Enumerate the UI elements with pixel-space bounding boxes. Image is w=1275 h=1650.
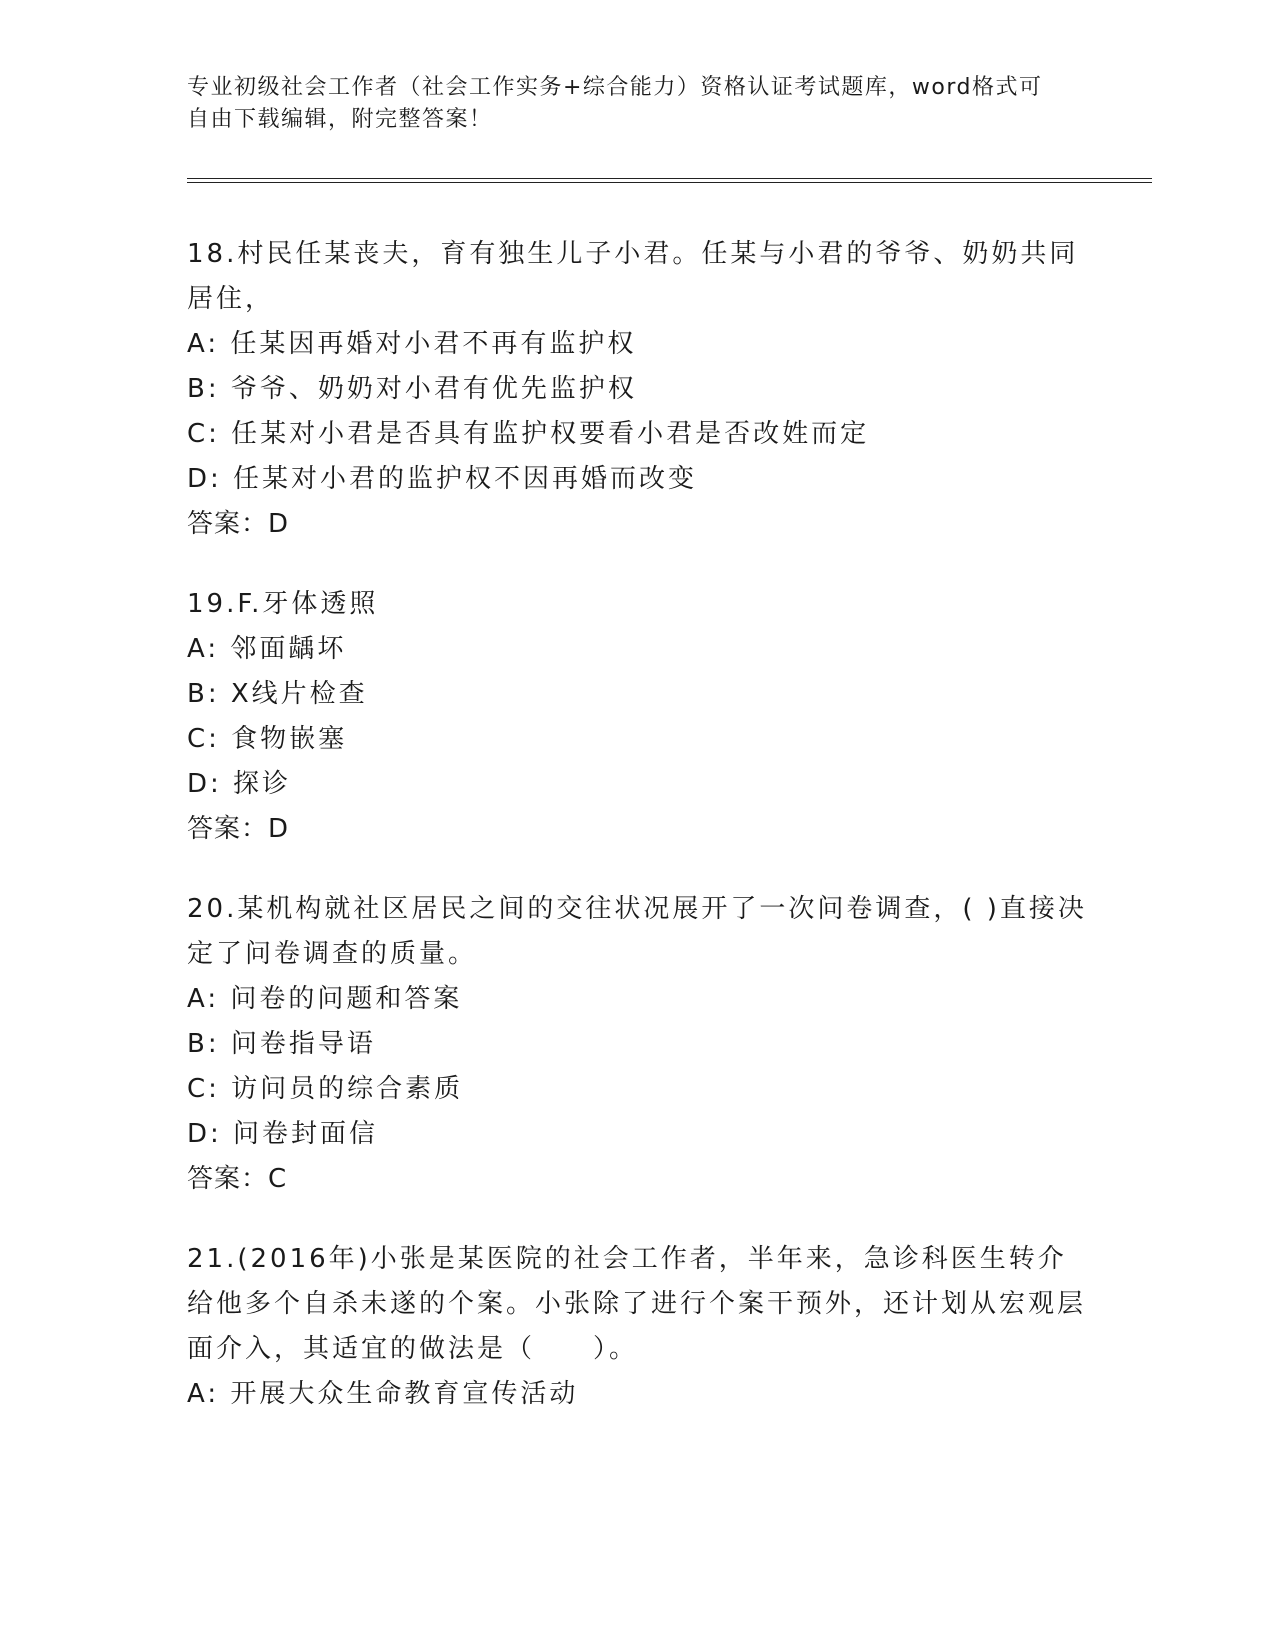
answer-line: 答案：D (187, 814, 290, 844)
option-a: A: 开展大众生命教育宣传活动 (187, 1379, 579, 1409)
question-list (187, 232, 1087, 1452)
option-d: D: 任某对小君的监护权不因再婚而改变 (187, 464, 698, 494)
answer-line: 答案：D (187, 509, 290, 539)
option-c: C: 食物嵌塞 (187, 724, 348, 754)
option-a: A: 邻面龋坏 (187, 634, 347, 664)
header-divider-top (187, 178, 1152, 179)
header-line-2: 自由下载编辑，附完整答案！ (187, 107, 493, 132)
option-a: A: 问卷的问题和答案 (187, 984, 463, 1014)
answer-line: 答案：C (187, 1164, 288, 1194)
question-18 (187, 232, 1087, 547)
question-21 (187, 1237, 1087, 1417)
option-a: A: 任某因再婚对小君不再有监护权 (187, 329, 637, 359)
header-line-1: 专业初级社会工作者（社会工作实务+综合能力）资格认证考试题库，word格式可 (187, 75, 1043, 100)
option-b: B: X线片检查 (187, 679, 368, 709)
question-20 (187, 887, 1087, 1202)
option-b: B: 爷爷、奶奶对小君有优先监护权 (187, 374, 637, 404)
option-b: B: 问卷指导语 (187, 1029, 376, 1059)
option-c: C: 任某对小君是否具有监护权要看小君是否改姓而定 (187, 419, 870, 449)
option-c: C: 访问员的综合素质 (187, 1074, 464, 1104)
question-text: 21.(2016年)小张是某医院的社会工作者，半年来，急诊科医生转介给他多个自杀未遂的个案。小张除了进行个案干预外，还计划从宏观层面介入，其适宜的做法是（ ）。 (187, 1244, 1087, 1364)
document-header (187, 72, 1087, 136)
option-d: D: 探诊 (187, 769, 292, 799)
question-19 (187, 582, 1087, 852)
question-text: 18.村民任某丧夫，育有独生儿子小君。任某与小君的爷爷、奶奶共同居住， (187, 239, 1079, 314)
option-d: D: 问卷封面信 (187, 1119, 379, 1149)
question-text: 19.F.牙体透照 (187, 589, 379, 619)
header-divider-bottom (187, 182, 1152, 183)
question-text: 20.某机构就社区居民之间的交往状况展开了一次问卷调查，( )直接决定了问卷调查的质量。 (187, 894, 1087, 969)
